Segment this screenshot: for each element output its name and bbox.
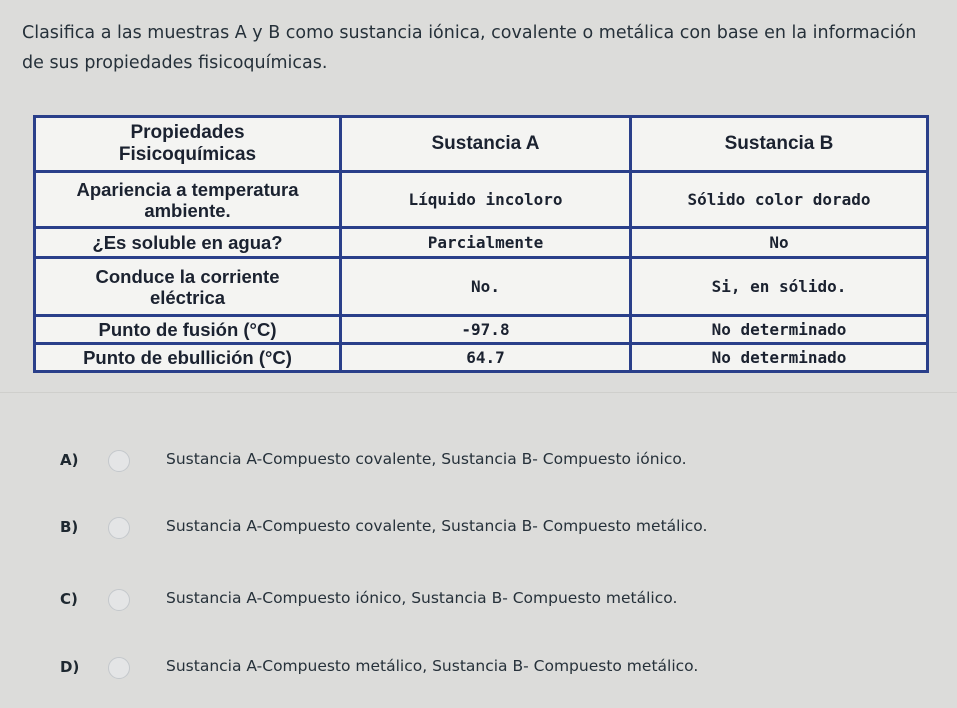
radio-button[interactable] [108,657,130,679]
header-sustancia-a: Sustancia A [341,117,631,172]
answer-option-b[interactable] [0,514,957,544]
header-properties: Propiedades Fisicoquímicas [35,117,341,172]
table-row [35,258,928,316]
option-letter: C) [60,590,78,608]
row-value-b: Si, en sólido. [631,258,928,316]
option-text: Sustancia A-Compuesto covalente, Sustancia B- Compuesto iónico. [166,450,687,468]
row-property: Punto de ebullición (°C) [35,344,341,372]
row-property: ¿Es soluble en agua? [35,228,341,258]
table-row [35,228,928,258]
radio-button[interactable] [108,517,130,539]
table-header-row [35,117,928,172]
row-value-a: Parcialmente [341,228,631,258]
question-text: Clasifica a las muestras A y B como sustancia iónica, covalente o metálica con base en la información de sus propiedades fisicoquímicas. [22,23,917,73]
row-property: Apariencia a temperatura ambiente. [35,172,341,228]
answer-option-c[interactable] [0,586,957,616]
option-letter: A) [60,451,79,469]
row-value-b: No determinado [631,344,928,372]
row-value-a: Líquido incoloro [341,172,631,228]
row-value-a: No. [341,258,631,316]
row-property: Conduce la corriente eléctrica [35,258,341,316]
answer-option-a[interactable] [0,447,957,477]
row-value-b: Sólido color dorado [631,172,928,228]
table-row [35,316,928,344]
row-property: Punto de fusión (°C) [35,316,341,344]
option-text: Sustancia A-Compuesto metálico, Sustancia B- Compuesto metálico. [166,657,699,675]
properties-table [33,115,929,373]
option-letter: B) [60,518,79,536]
table-row [35,172,928,228]
row-value-a: -97.8 [341,316,631,344]
option-text: Sustancia A-Compuesto covalente, Sustancia B- Compuesto metálico. [166,517,708,535]
table-row [35,344,928,372]
option-letter: D) [60,658,80,676]
row-value-a: 64.7 [341,344,631,372]
option-text: Sustancia A-Compuesto iónico, Sustancia B- Compuesto metálico. [166,589,678,607]
header-sustancia-b: Sustancia B [631,117,928,172]
row-value-b: No determinado [631,316,928,344]
divider [0,392,957,393]
answer-option-d[interactable] [0,654,957,684]
radio-button[interactable] [108,450,130,472]
row-value-b: No [631,228,928,258]
radio-button[interactable] [108,589,130,611]
